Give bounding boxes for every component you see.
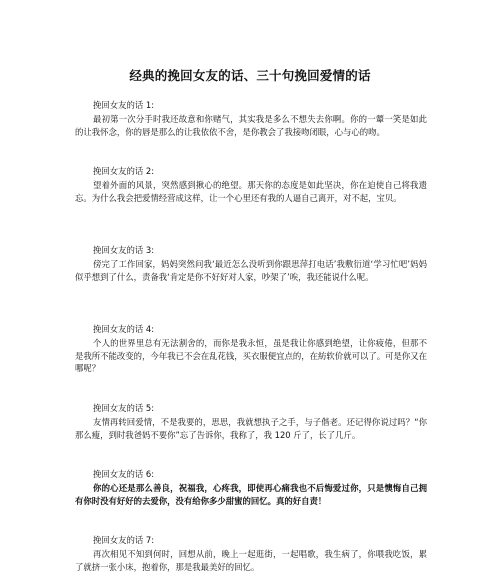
section-heading: 挽回女友的话 4: [93, 324, 155, 334]
section-body: 最初第一次分手时我还故意和你赌气，其实我是多么不想失去你啊。你的一颦一笑是如此的让我怀念，你的唇是那么的让我依依不舍，是你教会了我接吻闭眼，心与心的吻。 [75, 114, 427, 137]
section-5 [75, 403, 427, 441]
section-heading: 挽回女友的话 5: [93, 403, 155, 413]
section-heading: 挽回女友的话 6: [93, 469, 155, 479]
section-heading: 挽回女友的话 7: [93, 535, 155, 545]
section-body: 个人的世界里总有无法割舍的，而你是我永恒，虽是我让你感到绝望，让你疲倦，但那不是我所不能改变的，今年我已不会在乱花钱，买衣服便宜点的，在紡软价就可以了。可是你又在哪呢？ [75, 338, 427, 374]
section-3 [75, 245, 427, 283]
section-body: 你的心还是那么善良，祝福我，心疼我，即使再心痛我也不后悔爱过你，只是懊悔自己拥有你时没有好好的去爱你，没有给你多少甜蜜的回忆。真的好自责！ [75, 483, 427, 506]
section-heading: 挽回女友的话 1: [93, 100, 155, 110]
section-4 [75, 324, 427, 375]
section-6 [75, 469, 427, 507]
page-title: 经典的挽回女友的话、三十句挽回爱情的话 [129, 68, 371, 83]
section-body: 望着外面的风景，突然感到揪心的绝望。那天你的态度是如此坚决，你在迫使自己将我遗忘。为什么我会把爱情经营成这样，让一个心里还有我的人逼自己离开，对不起，宝贝。 [75, 180, 427, 203]
section-7 [75, 535, 427, 573]
section-heading: 挽回女友的话 2: [93, 166, 155, 176]
section-heading: 挽回女友的话 3: [93, 245, 155, 255]
section-body: 友情再转回爱情，不是我要的，思思，我就想执子之手，与子偕老。还记得你说过吗？“你那么瘦，到时我爸妈不要你”忘了告诉你，我称了，我 120 斤了，长了几斤。 [75, 417, 427, 440]
section-body: 傍完了工作回家，妈妈突然问我‘最近怎么没听到你跟思萍打电话’我敷衍道‘学习忙吧’妈妈似乎想到了什么，责备我‘肯定是你不好好对人家，吵架了’唉，我还能说什么呢。 [75, 259, 427, 282]
section-1 [75, 100, 427, 138]
section-body: 再次相见不知到何时，回想从前，晚上一起逛街，一起唱歌，我生病了，你喂我吃饭，累了就挤一张小床，抱着你，那是我最美好的回忆。 [75, 549, 427, 572]
section-2 [75, 166, 427, 204]
